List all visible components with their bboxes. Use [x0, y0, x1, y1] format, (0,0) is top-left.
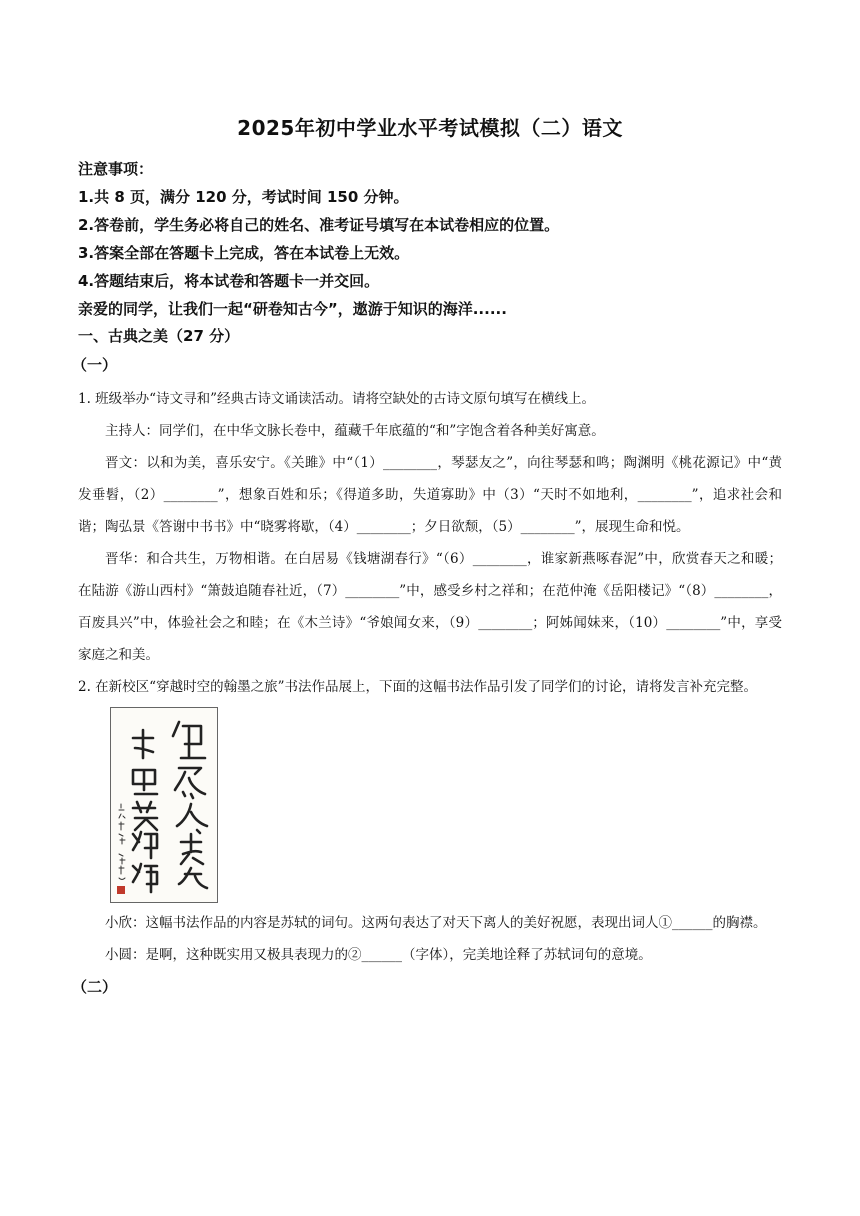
notice-block	[78, 155, 782, 323]
question-1-stem: 1. 班级举办“诗文寻和”经典古诗文诵读活动。请将空缺处的古诗文原句填写在横线上。	[78, 391, 595, 407]
notice-heading: 注意事项：	[78, 160, 154, 178]
notice-item: 3.答案全部在答题卡上完成，答在本试卷上无效。	[78, 244, 410, 262]
xiaoxin-response: 小欣：这幅书法作品的内容是苏轼的词句。这两句表达了对天下离人的美好祝愿，表现出词人①______的胸襟。	[105, 915, 767, 931]
page-title: 2025年初中学业水平考试模拟（二）语文	[237, 116, 623, 140]
part-heading: （一）	[72, 356, 118, 374]
question-1-jinhua: 晋华：和合共生，万物相谐。在白居易《钱塘湖春行》“（6）________，谁家新燕啄春泥”中，欣赏春天之和暖；在陆游《游山西村》“箫鼓追随春社近，（7）________”中，感受乡村之祥和；在范仲淹《岳阳楼记》“（8）________，百废具兴”中，体验社会之和睦；在《木兰诗》“爷娘闻女来，（9）________；阿姊闻妹来，（10）________”中，享受家庭之和美。	[78, 551, 782, 663]
xiaoyuan-response: 小圆：是啊，这种既实用又极具表现力的②______（字体），完美地诠释了苏轼词句的意境。	[105, 947, 652, 963]
notice-item: 4.答题结束后，将本试卷和答题卡一并交回。	[78, 272, 380, 290]
part-heading: （二）	[72, 978, 118, 996]
question-1-jinwen: 晋文：以和为美，喜乐安宁。《关雎》中“（1）________，琴瑟友之”，向往琴瑟和鸣；陶渊明《桃花源记》中“黄发垂髫，（2）________”，想象百姓和乐；《得道多助，失道寡助》中（3）“天时不如地利，________”，追求社会和谐；陶弘景《答谢中书书》中“晓雾将歇，（4）________；夕日欲颓，（5）________”，展现生命和悦。	[78, 455, 782, 535]
notice-item: 1.共 8 页，满分 120 分，考试时间 150 分钟。	[78, 188, 409, 206]
question-1-host: 主持人：同学们，在中华文脉长卷中，蕴藏千年底蕴的“和”字饱含着各种美好寓意。	[105, 423, 605, 439]
question-2-stem: 2. 在新校区“穿越时空的翰墨之旅”书法作品展上，下面的这幅书法作品引发了同学们的讨论，请将发言补充完整。	[78, 679, 757, 695]
greeting: 亲爱的同学，让我们一起“研卷知古今”，遨游于知识的海洋......	[78, 300, 507, 318]
section-title: 一、古典之美（27 分）	[78, 327, 240, 345]
calligraphy-image	[110, 707, 218, 903]
notice-item: 2.答卷前，学生务必将自己的姓名、准考证号填写在本试卷相应的位置。	[78, 216, 560, 234]
